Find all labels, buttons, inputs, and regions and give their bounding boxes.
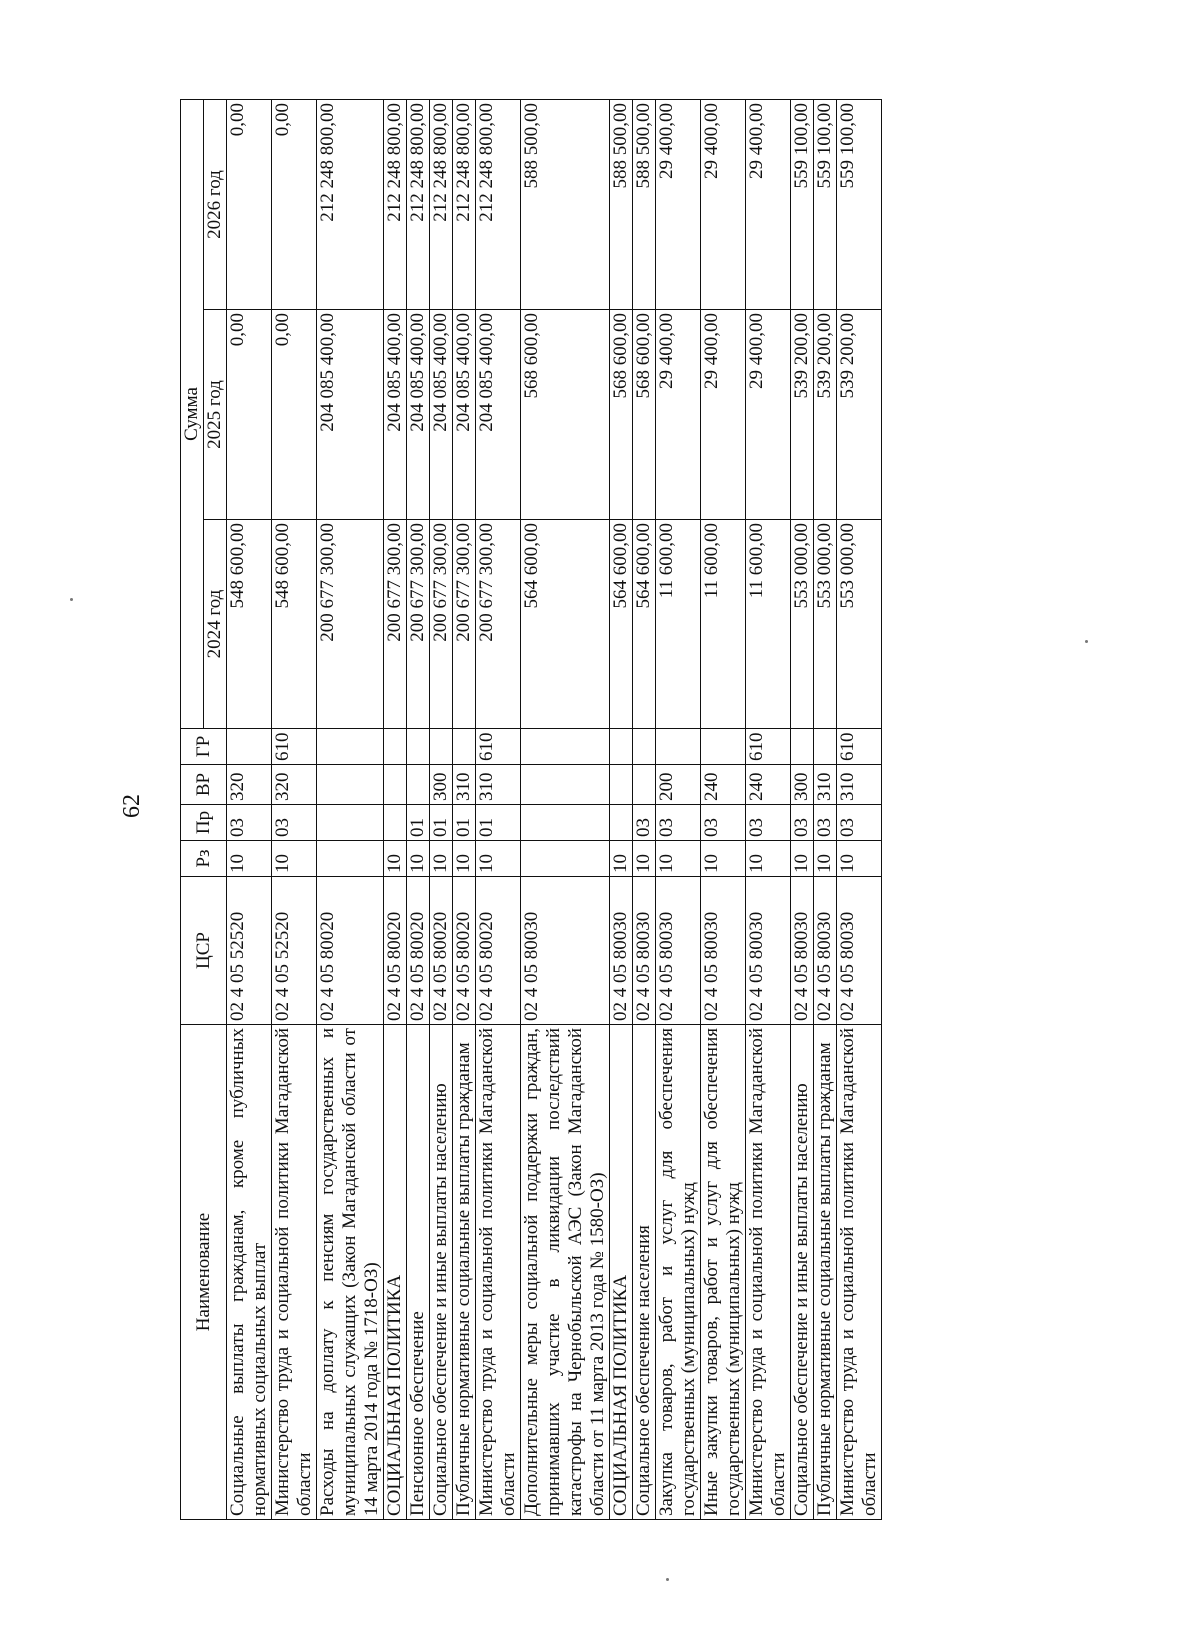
- row-gr: [633, 729, 656, 765]
- row-csr: 02 4 05 80020: [384, 877, 407, 1025]
- page-number: 62: [119, 794, 145, 818]
- table-row: [227, 99, 272, 1519]
- table-body: [227, 99, 882, 1519]
- row-pr: [384, 805, 407, 841]
- row-pr: 03: [814, 805, 837, 841]
- row-csr: 02 4 05 80020: [453, 877, 476, 1025]
- row-amount-2024: 11 600,00: [656, 520, 701, 729]
- row-pr: 01: [407, 805, 430, 841]
- row-amount-2026: 559 100,00: [814, 99, 837, 309]
- row-amount-2024: 564 600,00: [610, 520, 633, 729]
- row-amount-2026: 559 100,00: [837, 99, 882, 309]
- row-pr: 01: [453, 805, 476, 841]
- table-row: [746, 99, 791, 1519]
- row-gr: [317, 729, 384, 765]
- header-csr: ЦСР: [181, 877, 227, 1025]
- row-rz: 10: [656, 841, 701, 877]
- row-name: СОЦИАЛЬНАЯ ПОЛИТИКА: [384, 1025, 407, 1520]
- row-vr: 310: [453, 765, 476, 805]
- row-rz: 10: [837, 841, 882, 877]
- row-amount-2024: 200 677 300,00: [407, 520, 430, 729]
- header-rz: Рз: [181, 841, 227, 877]
- row-csr: 02 4 05 80020: [430, 877, 453, 1025]
- row-rz: 10: [610, 841, 633, 877]
- row-name: Публичные нормативные социальные выплаты гражданам: [814, 1025, 837, 1520]
- header-vr: ВР: [181, 765, 227, 805]
- table-row: [384, 99, 407, 1519]
- scan-speck: [666, 1578, 669, 1581]
- row-rz: [317, 841, 384, 877]
- row-name: СОЦИАЛЬНАЯ ПОЛИТИКА: [610, 1025, 633, 1520]
- row-vr: 310: [837, 765, 882, 805]
- row-amount-2025: 204 085 400,00: [407, 310, 430, 520]
- row-vr: 300: [430, 765, 453, 805]
- row-csr: 02 4 05 80030: [791, 877, 814, 1025]
- row-amount-2025: 29 400,00: [746, 310, 791, 520]
- row-amount-2026: 212 248 800,00: [317, 99, 384, 309]
- row-csr: 02 4 05 80030: [610, 877, 633, 1025]
- row-pr: [610, 805, 633, 841]
- table-row: [633, 99, 656, 1519]
- row-amount-2026: 0,00: [272, 99, 317, 309]
- row-name: Закупка товаров, работ и услуг для обеспечения государственных (муниципальных) нужд: [656, 1025, 701, 1520]
- row-pr: [317, 805, 384, 841]
- row-rz: 10: [814, 841, 837, 877]
- row-rz: 10: [476, 841, 521, 877]
- row-pr: 01: [430, 805, 453, 841]
- header-row-1: [181, 99, 204, 1519]
- row-amount-2025: 0,00: [227, 310, 272, 520]
- row-vr: [384, 765, 407, 805]
- row-name: Публичные нормативные социальные выплаты гражданам: [453, 1025, 476, 1520]
- row-rz: 10: [453, 841, 476, 877]
- row-amount-2025: 29 400,00: [656, 310, 701, 520]
- row-amount-2025: 29 400,00: [701, 310, 746, 520]
- row-name: Социальное обеспечение и иные выплаты населению: [430, 1025, 453, 1520]
- row-name: Расходы на доплату к пенсиям государственных и муниципальных служащих (Закон Магаданской области от 14 марта 2014 года № 1718-ОЗ): [317, 1025, 384, 1520]
- budget-table: [180, 99, 882, 1520]
- header-year-2026: 2026 год: [204, 99, 227, 309]
- header-year-2025: 2025 год: [204, 310, 227, 520]
- row-csr: 02 4 05 80030: [521, 877, 610, 1025]
- row-vr: [633, 765, 656, 805]
- row-name: Министерство труда и социальной политики Магаданской области: [837, 1025, 882, 1520]
- row-pr: 03: [837, 805, 882, 841]
- row-csr: 02 4 05 80020: [317, 877, 384, 1025]
- row-amount-2024: 553 000,00: [837, 520, 882, 729]
- row-amount-2026: 29 400,00: [656, 99, 701, 309]
- scan-speck: [70, 598, 73, 601]
- row-rz: 10: [430, 841, 453, 877]
- table-row: [521, 99, 610, 1519]
- row-vr: 240: [746, 765, 791, 805]
- row-gr: [227, 729, 272, 765]
- row-amount-2024: 200 677 300,00: [384, 520, 407, 729]
- row-vr: 240: [701, 765, 746, 805]
- row-name: Дополнительные меры социальной поддержки граждан, принимавших участие в ликвидации последствий катастрофы на Чернобыльской АЭС (Закон Магаданской области от 11 марта 2013 года № 1580-ОЗ): [521, 1025, 610, 1520]
- row-rz: 10: [227, 841, 272, 877]
- row-amount-2024: 564 600,00: [521, 520, 610, 729]
- row-amount-2026: 29 400,00: [746, 99, 791, 309]
- row-amount-2024: 11 600,00: [701, 520, 746, 729]
- row-gr: [791, 729, 814, 765]
- row-csr: 02 4 05 80020: [476, 877, 521, 1025]
- row-rz: [521, 841, 610, 877]
- row-amount-2026: 0,00: [227, 99, 272, 309]
- row-csr: 02 4 05 80020: [407, 877, 430, 1025]
- row-pr: 03: [227, 805, 272, 841]
- row-gr: [610, 729, 633, 765]
- row-vr: 310: [814, 765, 837, 805]
- row-pr: 03: [746, 805, 791, 841]
- row-amount-2026: 212 248 800,00: [453, 99, 476, 309]
- row-rz: 10: [746, 841, 791, 877]
- table-row: [814, 99, 837, 1519]
- row-vr: 310: [476, 765, 521, 805]
- header-year-2024: 2024 год: [204, 520, 227, 729]
- table-row: [791, 99, 814, 1519]
- table-row: [837, 99, 882, 1519]
- table-row: [610, 99, 633, 1519]
- row-amount-2025: 204 085 400,00: [476, 310, 521, 520]
- row-pr: 03: [791, 805, 814, 841]
- row-amount-2025: 568 600,00: [610, 310, 633, 520]
- row-pr: 01: [476, 805, 521, 841]
- row-pr: 03: [633, 805, 656, 841]
- row-amount-2024: 553 000,00: [791, 520, 814, 729]
- row-amount-2024: 200 677 300,00: [317, 520, 384, 729]
- table-row: [453, 99, 476, 1519]
- row-rz: 10: [272, 841, 317, 877]
- row-amount-2026: 212 248 800,00: [476, 99, 521, 309]
- table-row: [317, 99, 384, 1519]
- row-amount-2026: 212 248 800,00: [384, 99, 407, 309]
- row-vr: 320: [272, 765, 317, 805]
- row-gr: [656, 729, 701, 765]
- table-row: [656, 99, 701, 1519]
- rotated-table-container: [180, 100, 1020, 1520]
- row-name: Социальное обеспечение населения: [633, 1025, 656, 1520]
- row-csr: 02 4 05 80030: [656, 877, 701, 1025]
- row-rz: 10: [407, 841, 430, 877]
- row-name: Социальное обеспечение и иные выплаты населению: [791, 1025, 814, 1520]
- row-amount-2026: 588 500,00: [633, 99, 656, 309]
- row-csr: 02 4 05 80030: [746, 877, 791, 1025]
- row-amount-2025: 204 085 400,00: [317, 310, 384, 520]
- row-vr: 200: [656, 765, 701, 805]
- table-row: [476, 99, 521, 1519]
- row-amount-2024: 553 000,00: [814, 520, 837, 729]
- row-amount-2025: 539 200,00: [814, 310, 837, 520]
- row-vr: 320: [227, 765, 272, 805]
- row-gr: [453, 729, 476, 765]
- row-csr: 02 4 05 80030: [633, 877, 656, 1025]
- row-gr: [701, 729, 746, 765]
- row-rz: 10: [701, 841, 746, 877]
- row-rz: 10: [791, 841, 814, 877]
- row-name: Социальные выплаты гражданам, кроме публичных нормативных социальных выплат: [227, 1025, 272, 1520]
- row-vr: [521, 765, 610, 805]
- row-vr: [610, 765, 633, 805]
- row-gr: 610: [272, 729, 317, 765]
- row-gr: 610: [837, 729, 882, 765]
- row-amount-2025: 568 600,00: [633, 310, 656, 520]
- row-amount-2024: 11 600,00: [746, 520, 791, 729]
- table-row: [430, 99, 453, 1519]
- row-gr: [407, 729, 430, 765]
- row-amount-2024: 548 600,00: [227, 520, 272, 729]
- row-amount-2026: 212 248 800,00: [407, 99, 430, 309]
- row-csr: 02 4 05 52520: [227, 877, 272, 1025]
- row-pr: 03: [656, 805, 701, 841]
- row-vr: [407, 765, 430, 805]
- row-pr: [521, 805, 610, 841]
- row-amount-2025: 204 085 400,00: [453, 310, 476, 520]
- row-rz: 10: [633, 841, 656, 877]
- row-amount-2024: 564 600,00: [633, 520, 656, 729]
- row-gr: [521, 729, 610, 765]
- row-gr: [814, 729, 837, 765]
- row-name: Министерство труда и социальной политики Магаданской области: [746, 1025, 791, 1520]
- header-sum: Сумма: [181, 99, 204, 728]
- row-name: Иные закупки товаров, работ и услуг для обеспечения государственных (муниципальных) нужд: [701, 1025, 746, 1520]
- row-amount-2025: 0,00: [272, 310, 317, 520]
- header-gr: ГР: [181, 729, 227, 765]
- row-amount-2025: 539 200,00: [837, 310, 882, 520]
- row-name: Пенсионное обеспечение: [407, 1025, 430, 1520]
- row-amount-2026: 588 500,00: [610, 99, 633, 309]
- row-csr: 02 4 05 52520: [272, 877, 317, 1025]
- scan-speck: [1085, 640, 1088, 643]
- row-csr: 02 4 05 80030: [701, 877, 746, 1025]
- row-rz: 10: [384, 841, 407, 877]
- row-amount-2024: 200 677 300,00: [476, 520, 521, 729]
- row-gr: [384, 729, 407, 765]
- row-amount-2026: 559 100,00: [791, 99, 814, 309]
- table-row: [701, 99, 746, 1519]
- row-amount-2024: 548 600,00: [272, 520, 317, 729]
- row-name: Министерство труда и социальной политики Магаданской области: [476, 1025, 521, 1520]
- row-amount-2026: 29 400,00: [701, 99, 746, 309]
- table-row: [407, 99, 430, 1519]
- row-amount-2025: 568 600,00: [521, 310, 610, 520]
- table-row: [272, 99, 317, 1519]
- header-name: Наименование: [181, 1025, 227, 1520]
- row-amount-2026: 588 500,00: [521, 99, 610, 309]
- row-amount-2024: 200 677 300,00: [453, 520, 476, 729]
- row-gr: 610: [476, 729, 521, 765]
- row-vr: [317, 765, 384, 805]
- row-pr: 03: [272, 805, 317, 841]
- row-amount-2025: 204 085 400,00: [384, 310, 407, 520]
- row-gr: 610: [746, 729, 791, 765]
- row-vr: 300: [791, 765, 814, 805]
- row-amount-2024: 200 677 300,00: [430, 520, 453, 729]
- row-pr: 03: [701, 805, 746, 841]
- row-amount-2025: 539 200,00: [791, 310, 814, 520]
- row-amount-2026: 212 248 800,00: [430, 99, 453, 309]
- row-csr: 02 4 05 80030: [837, 877, 882, 1025]
- row-amount-2025: 204 085 400,00: [430, 310, 453, 520]
- row-csr: 02 4 05 80030: [814, 877, 837, 1025]
- row-name: Министерство труда и социальной политики Магаданской области: [272, 1025, 317, 1520]
- header-pr: Пр: [181, 805, 227, 841]
- row-gr: [430, 729, 453, 765]
